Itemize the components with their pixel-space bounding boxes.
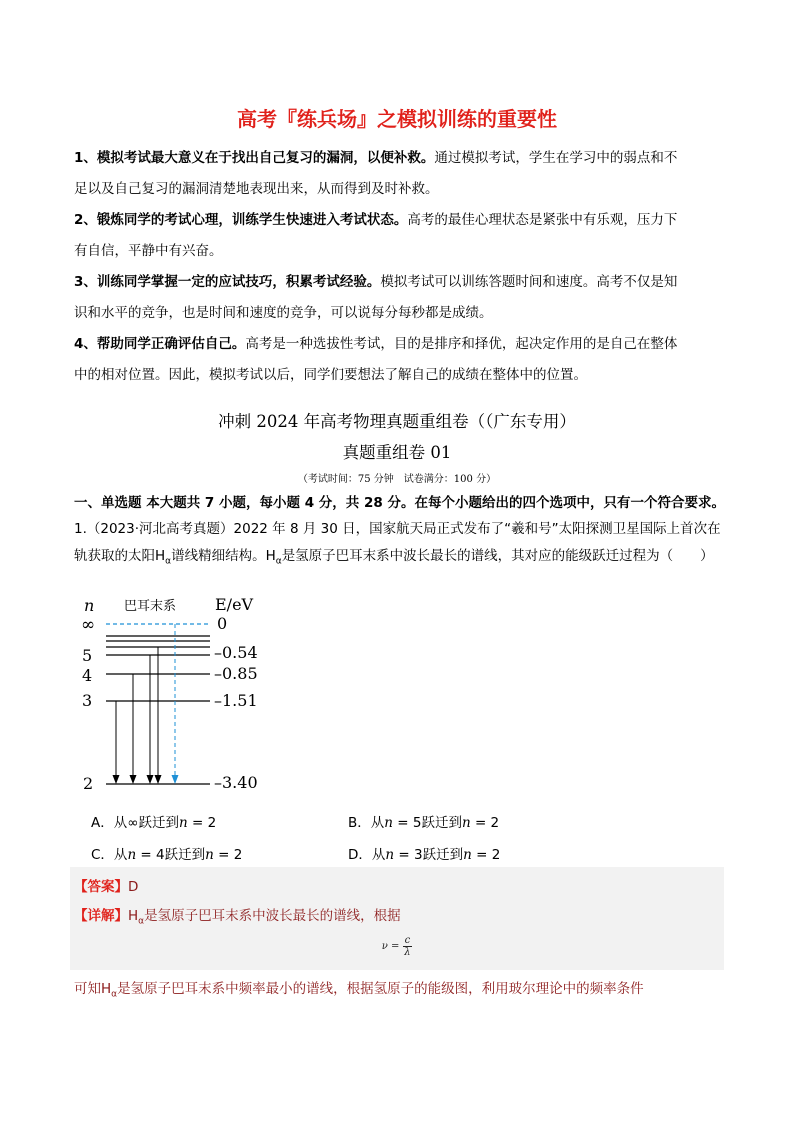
level-energy-3: –1.51 xyxy=(214,691,258,710)
level-n-2: 2 xyxy=(83,774,94,793)
energy-level-diagram xyxy=(70,588,300,798)
section-heading: 一、单选题 本大题共 7 小题，每小题 4 分，共 28 分。在每个小题给出的四个选项中，只有一个符合要求。 xyxy=(74,495,725,511)
arrowhead-3-to-2 xyxy=(113,775,120,784)
option-b[interactable]: B．从n = 5跃迁到n = 2 xyxy=(348,815,500,831)
arrowhead-6-to-2 xyxy=(155,775,162,784)
energy-axis-label: E/eV xyxy=(215,595,254,614)
intro-point-3: 3、训练同学掌握一定的应试技巧，积累考试经验。模拟考试可以训练答题时间和速度。高考不仅是知 xyxy=(74,274,678,290)
level-n-infinity: ∞ xyxy=(81,615,96,635)
answer-label: 【答案】 xyxy=(74,879,128,895)
question-line-2: 轨获取的太阳$H_\alpha$谱线精细结构。$H_\alpha$是氢原子巴耳末系中波长最长的谱线，其对应的能级跃迁过程为（ ） xyxy=(74,548,714,567)
page-title: 高考『练兵场』之模拟训练的重要性 xyxy=(237,107,557,131)
intro-point-1-cont: 足以及自己复习的漏洞清楚地表现出来，从而得到及时补救。 xyxy=(74,181,439,197)
answer-line xyxy=(74,875,138,895)
intro-section xyxy=(74,143,726,391)
frequency-formula xyxy=(70,935,724,958)
option-c[interactable]: C．从n = 4跃迁到n = 2 xyxy=(91,847,243,863)
intro-point-2: 2、锻炼同学的考试心理，训练学生快速进入考试状态。高考的最佳心理状态是紧张中有乐观，压力下 xyxy=(74,212,678,228)
intro-point-4-cont: 中的相对位置。因此，模拟考试以后，同学们要想法了解自己的成绩在整体中的位置。 xyxy=(74,367,587,383)
formula-denominator: λ xyxy=(404,947,411,958)
followup-line: 可知$H_\alpha$是氢原子巴耳末系中频率最小的谱线，根据氢原子的能级图，利用玻尔理论中的频率条件 xyxy=(74,981,644,1000)
arrowhead-5-to-2 xyxy=(147,775,154,784)
series-label: 巴耳末系 xyxy=(124,599,177,614)
level-energy-5: –0.54 xyxy=(214,643,258,662)
question-1 xyxy=(74,516,734,576)
answer-value: D xyxy=(128,879,139,895)
intro-point-2-cont: 有自信，平静中有兴奋。 xyxy=(74,243,223,259)
detail-label: 【详解】 xyxy=(74,908,128,924)
intro-point-4: 4、帮助同学正确评估自己。高考是一种选拔性考试，目的是排序和择优，起决定作用的是自己在整体 xyxy=(74,336,678,352)
question-line-1: 1.（2023·河北高考真题）2022 年 8 月 30 日，国家航天局正式发布了“羲和号”太阳探测卫星国际上首次在 xyxy=(74,521,721,537)
formula-lhs: ν = xyxy=(381,941,400,952)
exam-meta: （考试时间：75 分钟 试卷满分：100 分） xyxy=(297,474,497,485)
level-energy-2: –3.40 xyxy=(214,773,258,792)
intro-point-3-cont: 识和水平的竞争，也是时间和速度的竞争，可以说每分每秒都是成绩。 xyxy=(74,305,493,321)
level-n-4: 4 xyxy=(82,666,93,685)
exam-title: 冲刺 2024 年高考物理真题重组卷（（广东专用） xyxy=(218,412,576,431)
detail-line: 【详解】$H_\alpha$是氢原子巴耳末系中波长最长的谱线，根据 xyxy=(74,908,401,927)
level-n-5: 5 xyxy=(82,646,93,665)
option-d[interactable]: D．从n = 3跃迁到n = 2 xyxy=(348,847,501,863)
arrowhead-infinity-to-2 xyxy=(172,775,179,784)
exam-subtitle: 真题重组卷 01 xyxy=(342,443,452,462)
formula-fraction xyxy=(403,935,413,958)
n-axis-label: n xyxy=(84,596,95,615)
formula-numerator: c xyxy=(404,935,411,946)
level-energy-4: –0.85 xyxy=(214,664,258,683)
level-energy-infinity: 0 xyxy=(217,614,228,633)
arrowhead-4-to-2 xyxy=(130,775,137,784)
intro-point-1: 1、模拟考试最大意义在于找出自己复习的漏洞，以便补救。通过模拟考试，学生在学习中的弱点和不 xyxy=(74,150,678,166)
option-a[interactable]: A．从∞跃迁到n = 2 xyxy=(91,815,217,831)
level-n-3: 3 xyxy=(82,691,93,710)
answer-box xyxy=(70,867,724,970)
